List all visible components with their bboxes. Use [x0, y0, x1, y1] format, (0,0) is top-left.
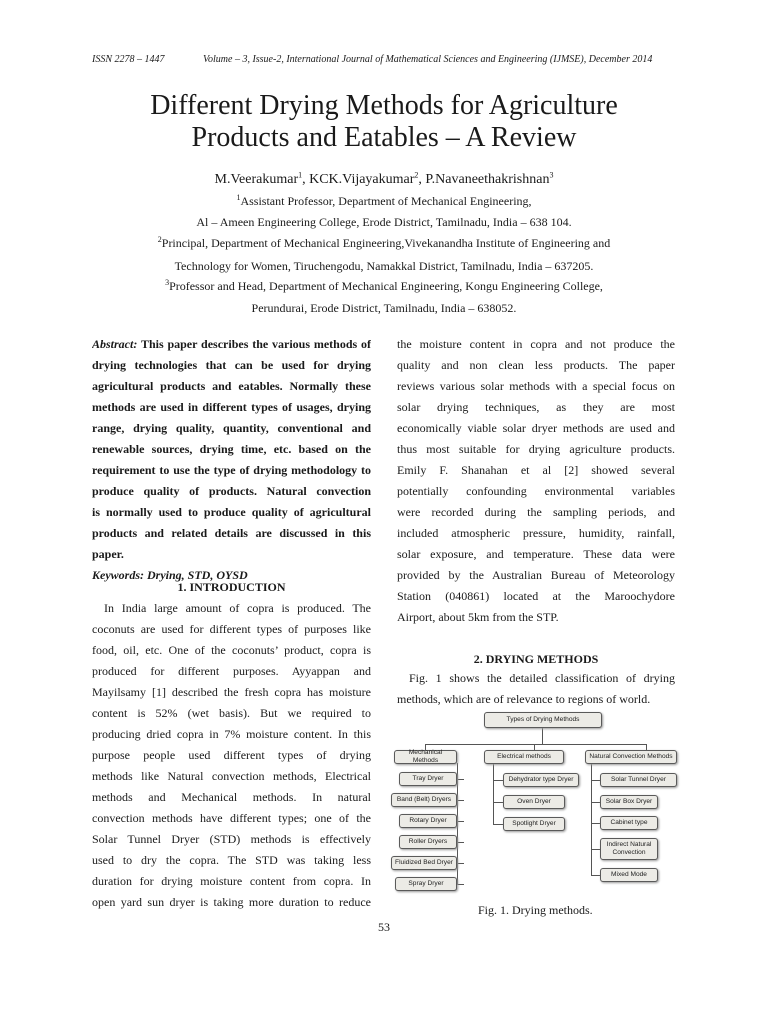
affiliation-line: [60, 301, 708, 316]
diagram-node: Indirect Natural Convection: [600, 838, 658, 860]
connector: [591, 849, 600, 850]
page-number: 53: [378, 920, 390, 934]
connector: [457, 800, 464, 801]
body-line: the moisture content in copra and not produce the: [397, 337, 675, 351]
right-column-body: [397, 334, 675, 628]
diagram-node: Mixed Mode: [600, 868, 658, 882]
body-line: provided by the Australian Bureau of Meteorology: [397, 568, 675, 582]
aff-text: Principal, Department of Mechanical Engineering,Vivekanandha Institute of Engineering and: [161, 236, 611, 250]
intro-line: used to dry the copra. The STD was taking less: [92, 853, 371, 867]
author-list: [60, 172, 708, 188]
aff-sup-1: 1: [236, 193, 241, 202]
body-line: included atmospheric pressure, humidity, rainfall,: [397, 526, 675, 540]
intro-body: [92, 598, 371, 913]
abstract-line: is normally used to produce quality of agricultural: [92, 505, 371, 519]
intro-line: duration for drying moisture content from copra. In: [92, 874, 371, 888]
affiliation-line: [60, 259, 708, 274]
aff-text: Professor and Head, Department of Mechanical Engineering, Kongu Engineering College,: [169, 279, 603, 293]
abstract-line: agricultural products and eatables. Normally these: [92, 379, 371, 393]
paper-title: [60, 90, 708, 154]
body-line: quality and non clean less products. The paper: [397, 358, 675, 372]
body-line: reviews various solar methods with a special focus on: [397, 379, 675, 393]
connector: [457, 821, 464, 822]
aff-text: Perundurai, Erode District, Tamilnadu, India – 638052.: [251, 301, 517, 315]
body-line: Airport, about 5km from the STP.: [397, 610, 559, 624]
diagram-electrical-head: Electrical methods: [484, 750, 564, 764]
figure-caption: Fig. 1. Drying methods.: [478, 903, 593, 917]
affiliation-line: [60, 279, 708, 294]
connector: [457, 763, 458, 885]
affiliation-line: [60, 194, 708, 209]
abstract-line: produce quality of products. Natural convection: [92, 484, 371, 498]
abstract-text: This paper describes the various methods of: [137, 337, 371, 351]
diagram-node: Dehydrator type Dryer: [503, 773, 579, 787]
diagram-natural-head: Natural Convection Methods: [585, 750, 677, 764]
intro-line: producing dried copra in 7% moisture content. In this: [92, 727, 371, 741]
title-line-2: Products and Eatables – A Review: [191, 122, 577, 153]
diagram-node: Tray Dryer: [399, 772, 457, 786]
intro-line: produced for different purposes. Ayyappan and: [92, 664, 371, 678]
intro-line: Mayilsamy [1] described the fresh copra has moisture: [92, 685, 371, 699]
abstract-line: range, drying quality, quantity, conventional and: [92, 421, 371, 435]
diagram-node: Roller Dryers: [399, 835, 457, 849]
connector: [493, 802, 503, 803]
diagram-node: Cabinet type: [600, 816, 658, 830]
intro-line: convection methods have different types; one of the: [92, 811, 371, 825]
author-2-sup: 2: [414, 170, 419, 180]
intro-line: purpose people used different types of drying: [92, 748, 371, 762]
body-line: Emily F. Shanahan et al [2] showed several: [397, 463, 675, 477]
drying-methods-body: [397, 668, 675, 710]
connector: [493, 780, 503, 781]
body-line: methods, which are of relevance to regions of world.: [397, 692, 651, 706]
abstract-line: paper.: [92, 547, 124, 561]
title-line-1: Different Drying Methods for Agriculture: [150, 90, 618, 121]
author-1-sup: 1: [298, 170, 303, 180]
affiliation-line: [60, 236, 708, 251]
abstract: [92, 334, 371, 586]
journal-volume: Volume – 3, Issue-2, International Journal of Mathematical Sciences and Engineering (IJMSE), December 2014: [203, 54, 653, 65]
author-3-sup: 3: [549, 170, 554, 180]
intro-line: Solar Tunnel Dryer (STD) methods is effectively: [92, 832, 371, 846]
diagram-mechanical-head: Mechanical Methods: [394, 750, 457, 764]
diagram-node: Band (Belt) Dryers: [391, 793, 457, 807]
abstract-line: products and related details are discussed in this: [92, 526, 371, 540]
connector: [591, 823, 600, 824]
intro-line: open yard sun dryer is taking more duration to reduce: [92, 895, 371, 909]
connector: [591, 875, 600, 876]
intro-line: methods and Mechanical methods. In natural: [92, 790, 371, 804]
intro-line: food, oil, etc. One of the coconuts’ product, copra is: [92, 643, 371, 657]
diagram-root: Types of Drying Methods: [484, 712, 602, 728]
abstract-line: renewable sources, drying time, etc. based on the: [92, 442, 371, 456]
intro-line: content is 52% (wet basis). But we required to: [92, 706, 371, 720]
affiliation-line: [60, 215, 708, 230]
abstract-line: [92, 334, 371, 355]
diagram-node: Solar Tunnel Dryer: [600, 773, 677, 787]
diagram-node: Fluidized Bed Dryer: [391, 856, 457, 870]
body-line: economically viable solar dryer methods are used and: [397, 421, 675, 435]
body-line: Fig. 1 shows the detailed classification of drying: [409, 671, 675, 685]
intro-line: In India large amount of copra is produced. The: [104, 601, 371, 615]
drying-methods-heading: 2. DRYING METHODS: [473, 652, 599, 666]
body-line: were recorded during the sampling periods, and: [397, 505, 675, 519]
intro-heading: 1. INTRODUCTION: [177, 580, 286, 594]
connector: [591, 780, 600, 781]
abstract-line: requirement to use the type of drying methodology to: [92, 463, 371, 477]
aff-text: Assistant Professor, Department of Mechanical Engineering,: [240, 194, 532, 208]
body-line: Station (040861) located at the Maroochydore: [397, 589, 675, 603]
keywords: Keywords: Drying, STD, OYSD: [92, 568, 248, 582]
diagram-node: Rotary Dryer: [399, 814, 457, 828]
intro-line: coconuts are used for different types of purposes like: [92, 622, 371, 636]
connector: [457, 779, 464, 780]
connector: [542, 728, 543, 744]
author-1: M.Veerakumar: [214, 172, 299, 187]
connector: [457, 842, 464, 843]
connector: [493, 824, 503, 825]
drying-methods-diagram: [387, 708, 697, 898]
aff-sup-2: 2: [157, 235, 162, 244]
issn: ISSN 2278 – 1447: [92, 54, 165, 65]
author-2: , KCK.Vijayakumar: [302, 172, 415, 187]
connector: [591, 802, 600, 803]
aff-sup-3: 3: [165, 278, 170, 287]
body-line: thus most suitable for drying agriculture products.: [397, 442, 675, 456]
connector: [425, 744, 647, 745]
body-line: potentially confounding environmental variables: [397, 484, 675, 498]
diagram-node: Spray Dryer: [395, 877, 457, 891]
intro-line: methods like Natural convection methods, Electrical: [92, 769, 371, 783]
body-line: solar exposure, and temperature. These data were: [397, 547, 675, 561]
diagram-node: Oven Dryer: [503, 795, 565, 809]
connector: [457, 884, 464, 885]
connector: [457, 863, 464, 864]
abstract-line: methods are used in different types of usages, drying: [92, 400, 371, 414]
aff-text: Technology for Women, Tiruchengodu, Namakkal District, Tamilnadu, India – 637205.: [174, 259, 594, 273]
body-line: solar drying techniques, as they are most: [397, 400, 675, 414]
diagram-node: Spotlight Dryer: [503, 817, 565, 831]
author-3: , P.Navaneethakrishnan: [418, 172, 550, 187]
abstract-label: Abstract:: [92, 337, 138, 351]
diagram-node: Solar Box Dryer: [600, 795, 658, 809]
connector: [493, 763, 494, 824]
abstract-line: drying technologies that can be used for drying: [92, 358, 371, 372]
aff-text: Al – Ameen Engineering College, Erode District, Tamilnadu, India – 638 104.: [196, 215, 572, 229]
